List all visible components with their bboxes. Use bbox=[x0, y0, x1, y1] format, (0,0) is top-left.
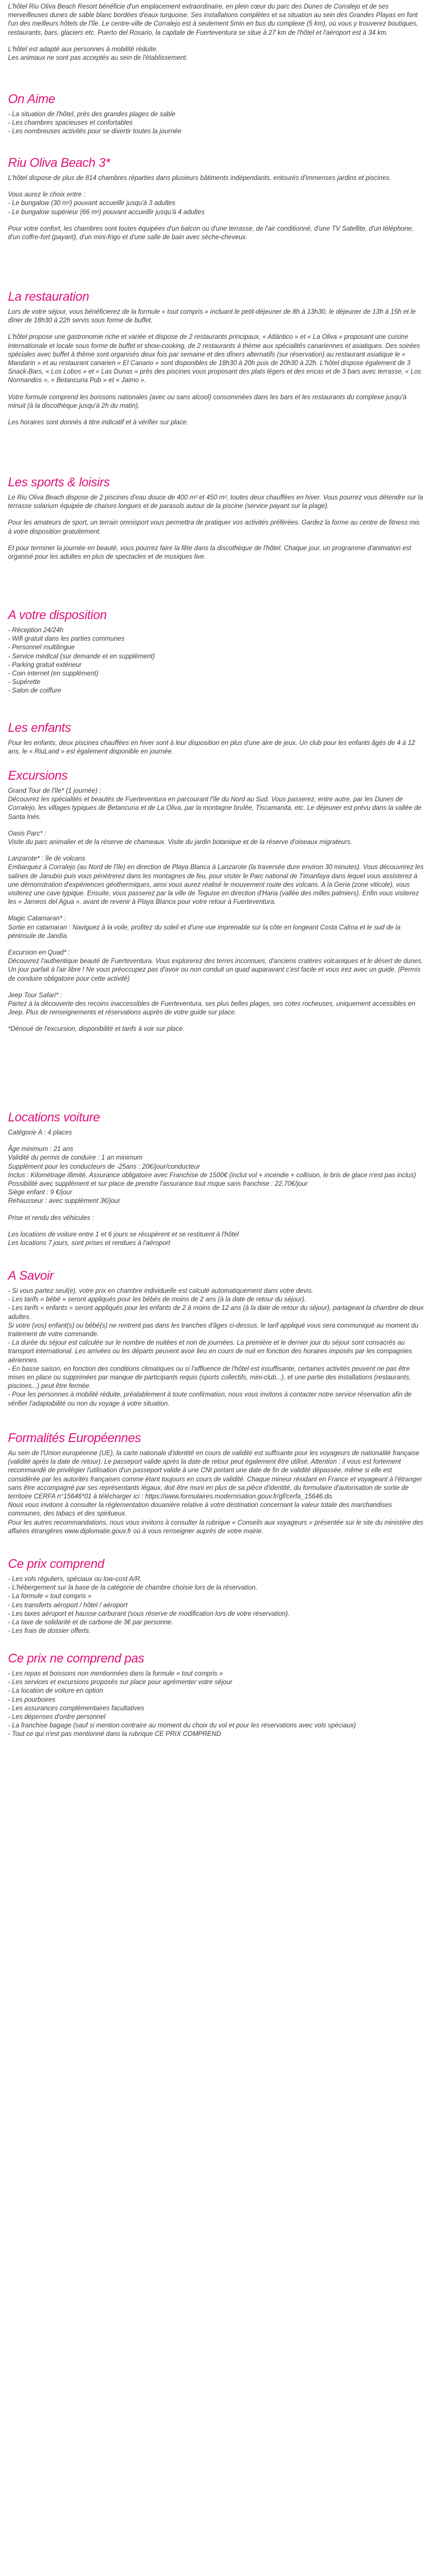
car-condition: Inclus : Kilométrage illimité, Assurance obligatoire avec Franchise de 1500€ (inclut vol + incendie + collision, le bris de glace n'est pas inclus) bbox=[8, 1172, 416, 1179]
excursion-note: *Dénoué de l'excursion, disponibilité et tarifs à voir sur place. bbox=[8, 1026, 185, 1033]
hotel-title: Riu Oliva Beach 3* bbox=[8, 155, 111, 170]
disposition-section bbox=[8, 607, 424, 696]
sports-title: Les sports & loisirs bbox=[8, 475, 110, 489]
intro-animals: Les animaux ne sont pas acceptés au sein de l'établissement. bbox=[8, 55, 188, 62]
formalites-title: Formalités Européennes bbox=[8, 1431, 141, 1445]
location-title: Locations voiture bbox=[8, 1110, 100, 1124]
list-item: - La situation de l'hôtel, près des grandes plages de sable bbox=[8, 111, 176, 118]
excursions-title: Excursions bbox=[8, 768, 68, 783]
list-item: - Réception 24/24h bbox=[8, 627, 64, 634]
sports-nightlife: Et pour terminer la journée en beauté, vous pourrez faire la fête dans la discothèque de l'hôtel. Chaque jour, un programme d'animation est organisé pour les adultes en plus de spectacles et de musiques live. bbox=[8, 544, 411, 561]
list-item: - Les services et excursions proposés sur place pour agrémenter votre séjour bbox=[8, 1679, 233, 1686]
on-aime-section bbox=[8, 91, 424, 137]
room-option: - Le bungalow supérieur (66 m²) pouvant accueillir jusqu'à 4 adultes bbox=[8, 208, 205, 216]
prix-comprend-section bbox=[8, 1556, 424, 1636]
room-choice-label: Vous aurez le choix entre : bbox=[8, 191, 85, 199]
car-category: Catégorie A : 4 places bbox=[8, 1129, 72, 1136]
intro-section bbox=[8, 3, 424, 63]
formalites-text: Au sein de l'Union européenne (UE), la carte nationale d'identité en cours de validité est suffisante pour les voyageurs de nationalité française (validité après la date de retour). Le passeport valide après la date de retour peut également être utilisé. Attention : il vous est fortement recommandé de privilégier l'utilisation d'un passeport valide à une CNI portant une date de fin de validité dépassée, même si elle est considérée par les autorités françaises comme étant toujours en cours de validité. Chaque mineur résidant en France et voyageant à l'étranger sans être accompagné par ses représentants légaux, doit être muni en plus de sa pièce d'identité, du formulaire d'autorisation de sortie de territoire CERFA n°15646*01 à télécharger ici : https://www.formulaires.modernisation.gouv.fr/gf/cerfa_15646.do. Nous vous invitons à consulter la réglementation douanière relative à votre destination concernant la valeur totale des marchandises communes, des tabacs et des spiritueux. Pour les autres recommandations, nous vous invitons à consulter la rubrique « Conseils aux voyageurs » présentée sur le site du ministère des affaires étrangères www.diplomatie.gouv.fr où à vous renseigner auprès de votre mairie. bbox=[8, 1450, 423, 1535]
location-section bbox=[8, 1109, 424, 1248]
restauration-restaurants: L'hôtel propose une gastronomie riche et variée et dispose de 2 restaurants principaux, « Atlántico » et « La Oliva » proposant une cuisine internationale et locale sous forme de buffet et show-cooking, de 2 restaurants à thème aux spécialités canariennes et asiatiques. Des soirées spéciales avec buffet à thème sont organisés deux fois par semaine et des dîners alternatifs (sur réservation) au restaurant asiatique le « Mandarin » et au restaurant canarien « El Canario » sont disponibles de 18h30 à 20h puis de 20h30 à 22h. L'hôtel dispose également de 3 Snack-Bars, « Los Lobos » et « Las Dunas » près des piscines vous proposant des plats légers et des encas et de 3 bars avec terrasse, « Los Normandos », « Betancuria Pub » et « Jaimo ». bbox=[8, 334, 421, 384]
list-item: - Les taxes aéroport et hausse carburant (sous réserve de modification lors de votre réservation). bbox=[8, 1610, 290, 1617]
list-item: - L'hébergement sur la base de la catégorie de chambre choisie lors de la réservation. bbox=[8, 1584, 258, 1592]
restauration-hours-note: Les horaires sont donnés à titre indicatif et à vérifier sur place. bbox=[8, 419, 189, 427]
savoir-section bbox=[8, 1268, 424, 1408]
formalites-section bbox=[8, 1430, 424, 1536]
list-item: - La location de voiture en option bbox=[8, 1688, 103, 1695]
sports-section bbox=[8, 474, 424, 562]
savoir-title: A Savoir bbox=[8, 1268, 54, 1283]
savoir-text: - Si vous partez seul(e), votre prix en chambre individuelle est calculé automatiquement dans votre devis. - Les tarifs « bébé » seront appliqués pour les bébés de moins de 2 ans (à la date de retour du séjour). - Les tarifs « enfants » seront appliqués pour les enfants de 2 à moins de 12 ans (à la date de retour du séjour), partageant la chambre de deux adultes. Si votre (vos) enfant(s) ou bébé(s) ne rentrent pas dans les tranches d'âges ci-dessus, le tarif appliqué vous sera communiqué au moment du traitement de votre commande. - La durée du séjour est calculée sur le nombre de nuitées et non de journées. La première et le dernier jour du séjour sont consacrés au transport international. Les arrivées ou les départs peuvent avoir lieu en cours de nuit en fonction des horaires imposés par les compagnies aériennes. - En basse saison, en fonction des conditions climatiques ou si l'affluence de l'hôtel est insuffisante, certaines activités peuvent ne pas être mises en place ou supprimées par manque de participants requis (sports collectifs, mini-club...), et une partie des installations (restaurants, piscines...) peut être fermée. - Pour les personnes à mobilité réduite, préalablement à toute confirmation, nous vous invitons à contacter notre service réservation afin de vérifier l'adaptabilité ou non du voyage à votre situation. bbox=[8, 1288, 424, 1407]
list-item: - Les repas et boissons non mentionnées dans la formule « tout compris » bbox=[8, 1670, 223, 1677]
on-aime-title: On Aime bbox=[8, 92, 55, 106]
list-item: - Personnel multilingue bbox=[8, 644, 75, 652]
list-item: - Les transferts aéroport / hôtel / aéroport bbox=[8, 1602, 128, 1609]
car-pickup-label: Prise et rendu des véhicules : bbox=[8, 1214, 94, 1222]
enfants-title: Les enfants bbox=[8, 720, 71, 735]
excursion-description: Embarquez à Corralejo (au Nord de l'île) en direction de Playa Blanca à Lanzarote (la traversée dure environ 30 minutes). Vous découvrirez les salines de Janubio puis vous pénètrerez dans les montagnes de feu, pour visiter le Parc national de Timanfaya dans lequel vous assisterez à une démonstration d'expériences géothermiques, ainsi vous aurez réalisé le mouvement route des volcans. A la Geria (zone viticole), vous visiterez une cave typique. Ensuite, vous passerez par la ville de Teguise en direction d'Haria (vallée des milles palmiers). Enfin vous visiterez les « Jameos del Agua », avant de revenir à Playa Blanca pour votre retour à Fuerteventura. bbox=[8, 864, 424, 906]
room-equipment: Pour votre confort, les chambres sont toutes équipées d'un balcon ou d'une terrasse, de l'air conditionné, d'une TV Satellite, d'un téléphone, d'un coffre-fort (payant), d'un mini-frigo et d'une salle de bain avec sèche-cheveux. bbox=[8, 225, 414, 241]
list-item: - Les nombreuses activités pour se divertir toutes la journée bbox=[8, 128, 182, 136]
intro-paragraph: L'hôtel Riu Oliva Beach Resort bénéficie d'un emplacement extraordinaire, en plein cœur du parc des Dunes de Corralejo et de ses merveilleuses dunes de sable blanc bordées d'eaux turquoise. Ses installations complètes et sa situation au sein des Grandes Playas en font l'un des meilleurs hôtels de l'île. Le centre-ville de Corralejo est à seulement 5min en bus du complexe (5 km), où vous y trouverez boutiques, restaurants, bars, glaciers etc. Puerto del Rosario, la capitale de Fuerteventura se situe à 27 km de l'hôtel et l'aéroport est à 34 km. bbox=[8, 3, 418, 36]
car-condition: Âge minimum : 21 ans bbox=[8, 1146, 74, 1153]
list-item: - Coin internet (en supplément) bbox=[8, 670, 99, 678]
car-condition: Siège enfant : 9 €/jour bbox=[8, 1189, 72, 1197]
restauration-formula: Lors de votre séjour, vous bénéficierez de la formule « tout compris » incluant le petit-déjeuner de 8h à 13h30, le déjeuner de 13h à 15h et le dîner de 18h30 à 22h servis sous forme de buffet. bbox=[8, 309, 416, 325]
list-item: - Supérette bbox=[8, 679, 40, 686]
excursions-section bbox=[8, 768, 424, 1034]
excursion-description: Découvrez les spécialités et beautés de Fuerteventura en parcourant l'île du Nord au Sud. Vous passerez, entre autre, par les Dunes de Corralejo, les villages typiques de Betancuria et de La Oliva, par la montagne brulée, Tiscamanita, etc. Le déjeuner est prévu dans la vallée de Santa Inés. bbox=[8, 796, 422, 821]
list-item: - Les vols réguliers, spéciaux ou low-cost A/R. bbox=[8, 1576, 142, 1583]
excursion-title: Grand Tour de l'île* (1 journée) : bbox=[8, 788, 101, 794]
car-condition: Rehausseur : avec supplément 3€/jour bbox=[8, 1198, 120, 1205]
list-item: - Wifi gratuit dans les parties communes bbox=[8, 636, 125, 643]
list-item: - Les pourboires bbox=[8, 1696, 56, 1703]
list-item: - Les chambres spacieuses et confortables bbox=[8, 120, 133, 127]
list-item: - La taxe de solidarité et de carbone de 3€ par personne. bbox=[8, 1619, 173, 1627]
intro-accessibility: L'hôtel est adapté aux personnes à mobilité réduite. bbox=[8, 46, 158, 53]
excursion-description: Partez à la découverte des recoins inaccessibles de Fuerteventura, ses plus belles plages, ses cotes rocheuses, uniquement accessibles en Jeep. Plus de renseignements et réservations auprès de votre guide sur place. bbox=[8, 1001, 415, 1017]
car-condition: Possibilité avec supplément et sur place de prendre l'assurance tout risque sans franchise : 22,70€/jour bbox=[8, 1181, 308, 1188]
excursion-description: Sortie en catamaran : Naviguez à la voile, profitez du soleil et d'une vue imprenable sur la côte en longeant Costa Calma et le sud de la péninsule de Jandía. bbox=[8, 924, 401, 940]
list-item: - Les dépenses d'ordre personnel bbox=[8, 1714, 105, 1721]
list-item: - Tout ce qui n'est pas mentionné dans la rubrique CE PRIX COMPREND bbox=[8, 1731, 221, 1738]
car-pickup-rule: Les locations 7 jours, sont prises et rendues à l'aéroport bbox=[8, 1240, 170, 1247]
list-item: - La franchise bagage (sauf si mention contraire au moment du choix du vol et pour les réservations avec vols spéciaux) bbox=[8, 1722, 356, 1730]
enfants-description: Pour les enfants, deux piscines chauffées en hiver sont à leur disposition en plus d'une aire de jeux. Un club pour les enfants âgés de 4 à 12 ans, le « RiuLand » est également disponible en journée. bbox=[8, 740, 415, 756]
car-condition: Validité du permis de conduire : 1 an minimum bbox=[8, 1154, 143, 1162]
excursion-description: Visite du parc animalier et de la réserve de chameaux. Visite du jardin botanique et de la réserve d'oiseaux migrateurs. bbox=[8, 839, 352, 846]
prix-ne-comprend-title: Ce prix ne comprend pas bbox=[8, 1651, 144, 1665]
car-condition: Supplément pour les conducteurs de -25ans : 20€/jour/conducteur bbox=[8, 1163, 200, 1170]
excursion-title: Lanzarote* : île de volcans bbox=[8, 855, 85, 863]
restauration-section bbox=[8, 289, 424, 427]
excursion-title: Jeep Tour Safari* : bbox=[8, 992, 62, 999]
list-item: - La formule « tout compris » bbox=[8, 1593, 92, 1600]
excursion-description: Découvrez l'authentique beauté de Fuerteventura. Vous explorerez des terres inconnues, d'anciens cratères volcaniques et le désert de dunes. Un jour parfait à l'air libre ! Ne vous préoccupez pas d'avoir ou non conduit un quad auparavant c'est facile et vous irez avec un guide. (Permis de conduire obligatoire pour cette activité) bbox=[8, 958, 423, 982]
list-item: - Salon de coiffure bbox=[8, 687, 62, 695]
enfants-section bbox=[8, 720, 424, 756]
list-item: - Les frais de dossier offerts. bbox=[8, 1628, 91, 1635]
car-pickup-rule: Les locations de voiture entre 1 et 6 jours se récupèrent et se restituent à l'hôtel bbox=[8, 1231, 239, 1238]
excursion-title: Oasis Parc* : bbox=[8, 830, 47, 837]
prix-ne-comprend-section bbox=[8, 1651, 424, 1739]
excursion-title: Excursion en Quad* : bbox=[8, 949, 70, 957]
sports-fitness: Pour les amateurs de sport, un terrain omnisport vous permettra de pratiquer vos activités préférées. Gardez la forme au centre de fitness mis à votre disposition gratuitement. bbox=[8, 519, 420, 535]
restauration-drinks: Votre formule comprend les boissons nationales (avec ou sans alcool) consommées dans les bars et les restaurants du complexe jusqu'à minuit (à la discothèque jusqu'à 2h du matin). bbox=[8, 394, 407, 409]
hotel-description: L'hôtel dispose de plus de 814 chambres réparties dans plusieurs bâtiments indépendants, entourés d'immenses jardins et piscines. bbox=[8, 175, 392, 182]
hotel-section bbox=[8, 155, 424, 242]
list-item: - Parking gratuit extérieur bbox=[8, 661, 82, 669]
sports-pools: Le Riu Oliva Beach dispose de 2 piscines d'eau douce de 400 m² et 450 m², toutes deux chauffées en hiver. Vous pourrez vous détendre sur la terrasse solarium équipée de chaises longues et de parasols autour de la piscine (service payant sur la plage). bbox=[8, 494, 423, 510]
list-item: - Service médical (sur demande et en supplément) bbox=[8, 653, 155, 660]
prix-comprend-title: Ce prix comprend bbox=[8, 1557, 104, 1571]
list-item: - Les assurances complémentaires facultatives bbox=[8, 1705, 145, 1712]
disposition-title: A votre disposition bbox=[8, 608, 107, 622]
restauration-title: La restauration bbox=[8, 289, 89, 304]
room-option: - Le bungalow (30 m²) pouvant accueillir jusqu'à 3 adultes bbox=[8, 200, 176, 207]
excursion-title: Magic Catamaran* : bbox=[8, 915, 66, 923]
